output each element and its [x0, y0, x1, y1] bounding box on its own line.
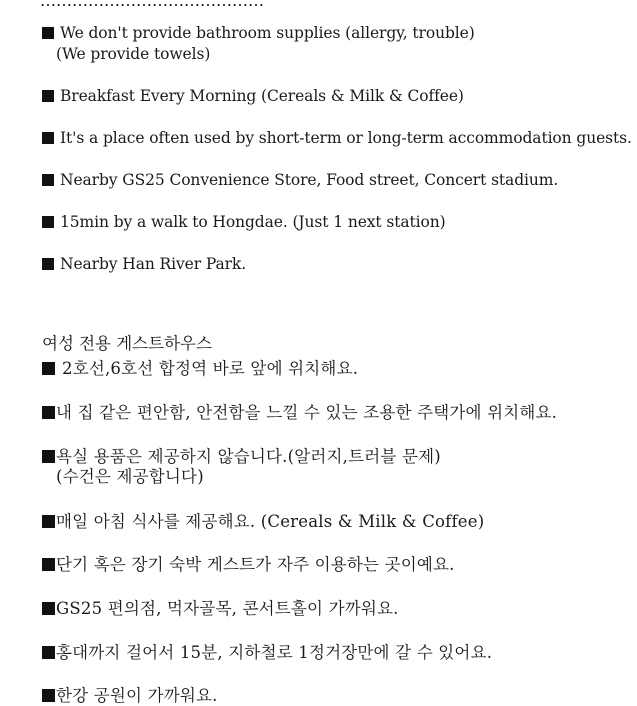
list-item-text: It's a place often used by short-term or long-term accommodation guests. — [60, 129, 632, 147]
list-item-subtext: (We provide towels) — [56, 45, 211, 63]
square-bullet-icon — [42, 90, 54, 102]
list-item-text: 내 집 같은 편안함, 안전함을 느낄 수 있는 조용한 주택가에 위치해요. — [56, 403, 558, 422]
square-bullet-icon — [42, 132, 54, 144]
list-item-text: GS25 편의점, 먹자골목, 콘서트홀이 가까워요. — [56, 599, 399, 618]
square-bullet-icon — [42, 174, 54, 186]
list-item-text: Breakfast Every Morning (Cereals & Milk & Coffee) — [60, 87, 464, 105]
square-bullet-icon — [42, 602, 55, 615]
list-item-subtext: (수건은 제공합니다) — [56, 467, 204, 486]
list-item-text: 한강 공원이 가까워요. — [56, 686, 218, 705]
list-item-en-breakfast — [42, 87, 464, 105]
square-bullet-icon — [42, 27, 54, 39]
square-bullet-icon — [42, 515, 55, 528]
list-item-ko-guests — [42, 551, 455, 575]
section-title-korean: 여성 전용 게스트하우스 — [42, 334, 212, 353]
list-item-ko-breakfast — [42, 508, 484, 532]
list-item-en-bathroom — [42, 24, 475, 42]
list-item-text: 매일 아침 식사를 제공해요. (Cereals & Milk & Coffee) — [56, 512, 485, 531]
list-item-text: We don't provide bathroom supplies (allergy, trouble) — [60, 24, 475, 42]
square-bullet-icon — [42, 216, 54, 228]
list-item-en-han-river — [42, 255, 246, 273]
square-bullet-icon — [42, 406, 55, 419]
square-bullet-icon — [42, 258, 54, 270]
list-item-text: 홍대까지 걸어서 15분, 지하철로 1정거장만에 갈 수 있어요. — [56, 643, 493, 662]
list-item-en-guests — [42, 129, 632, 147]
square-bullet-icon — [42, 646, 55, 659]
square-bullet-icon — [42, 558, 55, 571]
list-item-ko-gs25 — [42, 595, 399, 619]
list-item-ko-location — [42, 355, 358, 379]
list-item-ko-han-river — [42, 682, 218, 706]
square-bullet-icon — [42, 362, 55, 375]
list-item-text: Nearby GS25 Convenience Store, Food street, Concert stadium. — [60, 171, 559, 189]
list-item-text: 단기 혹은 장기 숙박 게스트가 자주 이용하는 곳이예요. — [56, 555, 455, 574]
list-item-text: 15min by a walk to Hongdae. (Just 1 next station) — [60, 213, 446, 231]
list-item-ko-comfort — [42, 399, 557, 423]
square-bullet-icon — [42, 450, 55, 463]
square-bullet-icon — [42, 689, 55, 702]
list-item-text: 욕실 용품은 제공하지 않습니다.(알러지,트러블 문제) — [56, 447, 441, 466]
list-item-text: Nearby Han River Park. — [60, 255, 247, 273]
list-item-en-hongdae — [42, 213, 446, 231]
list-item-text: 2호선,6호선 합정역 바로 앞에 위치해요. — [62, 359, 359, 378]
cropped-top-line: …………………………………… — [40, 0, 264, 10]
list-item-en-nearby-gs25 — [42, 171, 558, 189]
list-item-ko-hongdae — [42, 639, 492, 663]
